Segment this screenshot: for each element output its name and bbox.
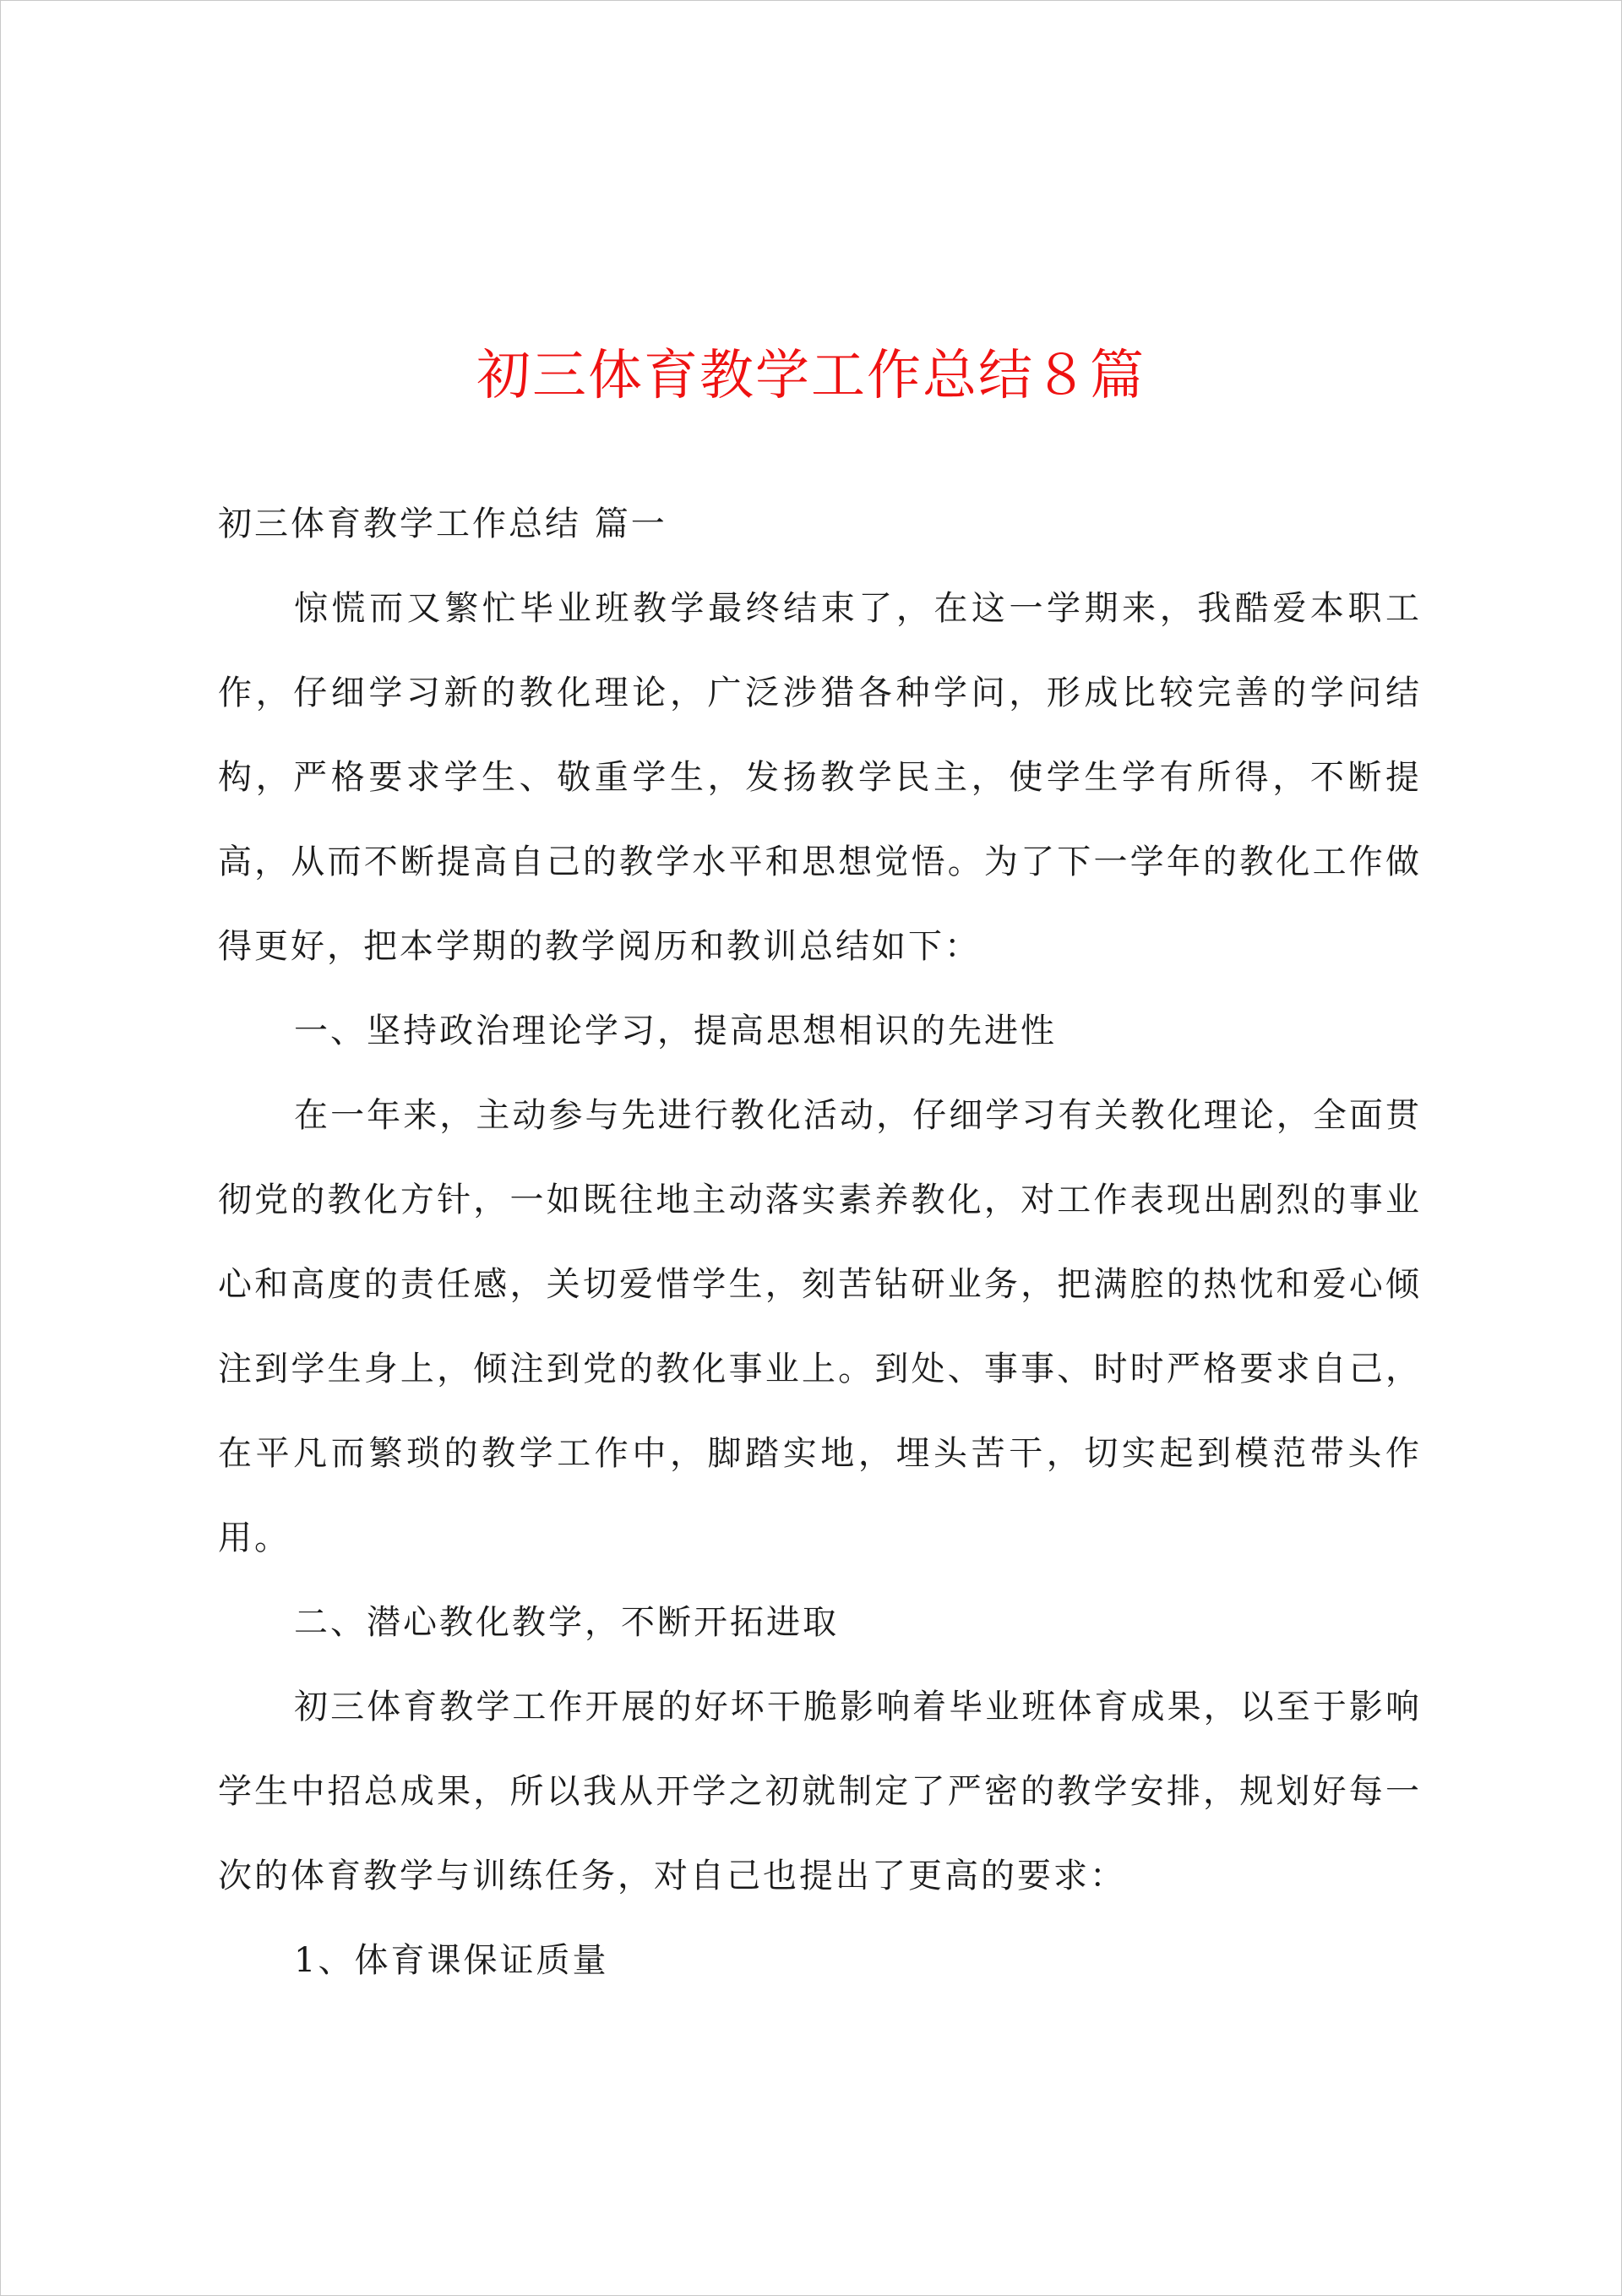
paragraph-intro: 惊慌而又繁忙毕业班教学最终结束了，在这一学期来，我酷爱本职工作，仔细学习新的教化理论，广泛涉猎各种学问，形成比较完善的学问结构，严格要求学生、敬重学生，发扬教学民主，使学生学有所得，不断提高，从而不断提高自己的教学水平和思想觉悟。为了下一学年的教化工作做得更好，把本学期的教学阅历和教训总结如下：: [218, 589, 1422, 966]
document-title: 初三体育教学工作总结８篇: [476, 345, 1146, 407]
paragraph-one: 在一年来，主动参与先进行教化活动，仔细学习有关教化理论，全面贯彻党的教化方针，一如既往地主动落实素养教化，对工作表现出剧烈的事业心和高度的责任感，关切爱惜学生，刻苦钻研业务，把满腔的热忱和爱心倾注到学生身上，倾注到党的教化事业上。到处、事事、时时严格要求自己，在平凡而繁琐的教学工作中，脚踏实地，埋头苦干，切实起到模范带头作用。: [218, 1096, 1422, 1557]
section-heading: 初三体育教学工作总结 篇一: [218, 504, 667, 543]
subheading-one: 1、体育课保证质量: [294, 1941, 609, 1980]
heading-one: 一、坚持政治理论学习，提高思想相识的先进性: [294, 1012, 1057, 1050]
paragraph-two: 初三体育教学工作开展的好坏干脆影响着毕业班体育成果，以至于影响学生中招总成果，所以我从开学之初就制定了严密的教学安排，规划好每一次的体育教学与训练任务，对自己也提出了更高的要求：: [218, 1688, 1422, 1895]
document-body: [218, 482, 1422, 2003]
heading-two: 二、潜心教化教学，不断开拓进取: [294, 1603, 839, 1642]
